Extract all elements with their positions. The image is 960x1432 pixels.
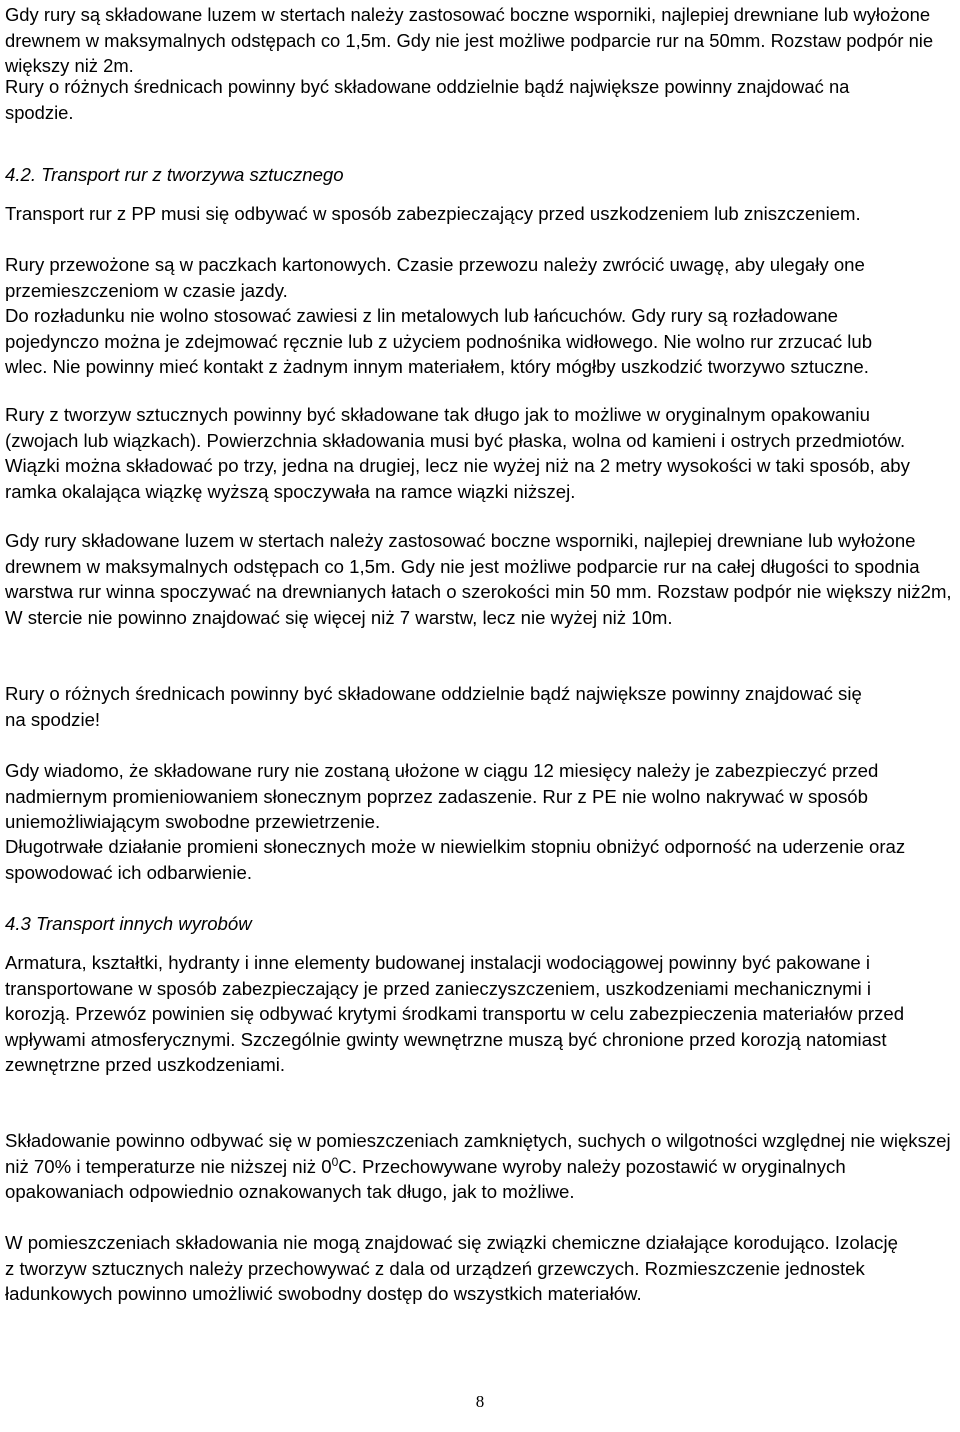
- section-4-2-paragraph-8: Długotrwałe działanie promieni słonecznych może w niewielkim stopniu obniżyć odporność na uderzenie oraz spowodować ich odbarwienie.: [5, 836, 906, 883]
- section-4-3-paragraph-2-before: Składowanie powinno odbywać się w pomieszczeniach zamkniętych, suchych o wilgotności względnej nie większej niż 70% i temperaturze nie niższej niż 0: [5, 1130, 951, 1177]
- intro-paragraph-1: Gdy rury są składowane luzem w stertach należy zastosować boczne wsporniki, najlepiej drewniane lub wyłożone drewnem w maksymalnych odstępach co 1,5m. Gdy nie jest możliwe podparcie rur na 50mm. Rozstaw podpór nie większy niż 2m.: [5, 4, 934, 77]
- section-4-3-paragraph-2: [5, 1128, 960, 1205]
- section-4-2-paragraph-2: Rury przewożone są w paczkach kartonowych. Czasie przewozu należy zwrócić uwagę, aby ulegały one przemieszczeniom w czasie jazdy.: [5, 254, 865, 301]
- section-heading-4-2: 4.2. Transport rur z tworzywa sztucznego: [5, 164, 344, 185]
- section-4-3-paragraph-1: Armatura, kształtki, hydranty i inne elementy budowanej instalacji wodociągowej powinny być pakowane i transportowane w sposób zabezpieczający je przed zanieczyszczeniem, uszkodzeniami mechanicznymi i korozją. Przewóz powinien się odbywać krytymi środkami transportu w celu zabezpieczenia materiałów przed wpływami atmosferycznymi. Szczególnie gwinty wewnętrzne muszą być chronione przed korozją natomiast zewnętrzne przed uszkodzeniami.: [5, 952, 905, 1076]
- degree-superscript: 0: [331, 1154, 339, 1169]
- section-4-3-paragraph-2-after: C. Przechowywane wyroby należy pozostawić w oryginalnych opakowaniach odpowiednio oznakowanych tak długo, jak to możliwe.: [5, 1155, 846, 1203]
- section-heading-4-3: 4.3 Transport innych wyrobów: [5, 913, 252, 934]
- section-4-2-paragraph-4: Rury z tworzyw sztucznych powinny być składowane tak długo jak to możliwe w oryginalnym opakowaniu (zwojach lub wiązkach). Powierzchnia składowania musi być płaska, wolna od kamieni i ostrych przedmiotów. Wiązki można składować po trzy, jedna na drugiej, lecz nie wyżej niż na 2 metry wysokości w taki sposób, aby ramka okalająca wiązkę wyższą spoczywała na ramce wiązki niższej.: [5, 404, 910, 502]
- section-4-2-paragraph-7: Gdy wiadomo, że składowane rury nie zostaną ułożone w ciągu 12 miesięcy należy je zabezpieczyć przed nadmiernym promieniowaniem słonecznym poprzez zadaszenie. Rur z PE nie wolno nakrywać w sposób uniemożliwiającym swobodne przewietrzenie.: [5, 760, 879, 833]
- section-4-2-paragraph-6: Rury o różnych średnicach powinny być składowane oddzielnie bądź największe powinny znajdować się na spodzie!: [5, 683, 862, 730]
- section-4-2-paragraph-5: Gdy rury składowane luzem w stertach należy zastosować boczne wsporniki, najlepiej drewniane lub wyłożone drewnem w maksymalnych odstępach co 1,5m. Gdy nie jest możliwe podparcie rur na całej długości to spodnia warstwa rur winna spoczywać na drewnianych łatach o szerokości min 50 mm. Rozstaw podpór nie większy niż2m, W stercie nie powinno znajdować się więcej niż 7 warstw, lecz nie wyżej niż 10m.: [5, 530, 952, 628]
- page-number: 8: [475, 1392, 485, 1411]
- section-4-3-paragraph-3: W pomieszczeniach składowania nie mogą znajdować się związki chemiczne działające korodująco. Izolację z tworzyw sztucznych należy przechowywać z dala od urządzeń grzewczych. Rozmieszczenie jednostek ładunkowych powinno umożliwić swobodny dostęp do wszystkich materiałów.: [5, 1232, 898, 1305]
- section-4-2-paragraph-3: Do rozładunku nie wolno stosować zawiesi z lin metalowych lub łańcuchów. Gdy rury są rozładowane pojedynczo można je zdejmować ręcznie lub z użyciem podnośnika widłowego. Nie wolno rur zrzucać lub wlec. Nie powinny mieć kontakt z żadnym innym materiałem, który mógłby uszkodzić tworzywo sztuczne.: [5, 305, 873, 378]
- intro-paragraph-2: Rury o różnych średnicach powinny być składowane oddzielnie bądź największe powinny znajdować na spodzie.: [5, 76, 850, 123]
- section-4-2-paragraph-1: Transport rur z PP musi się odbywać w sposób zabezpieczający przed uszkodzeniem lub zniszczeniem.: [5, 203, 861, 224]
